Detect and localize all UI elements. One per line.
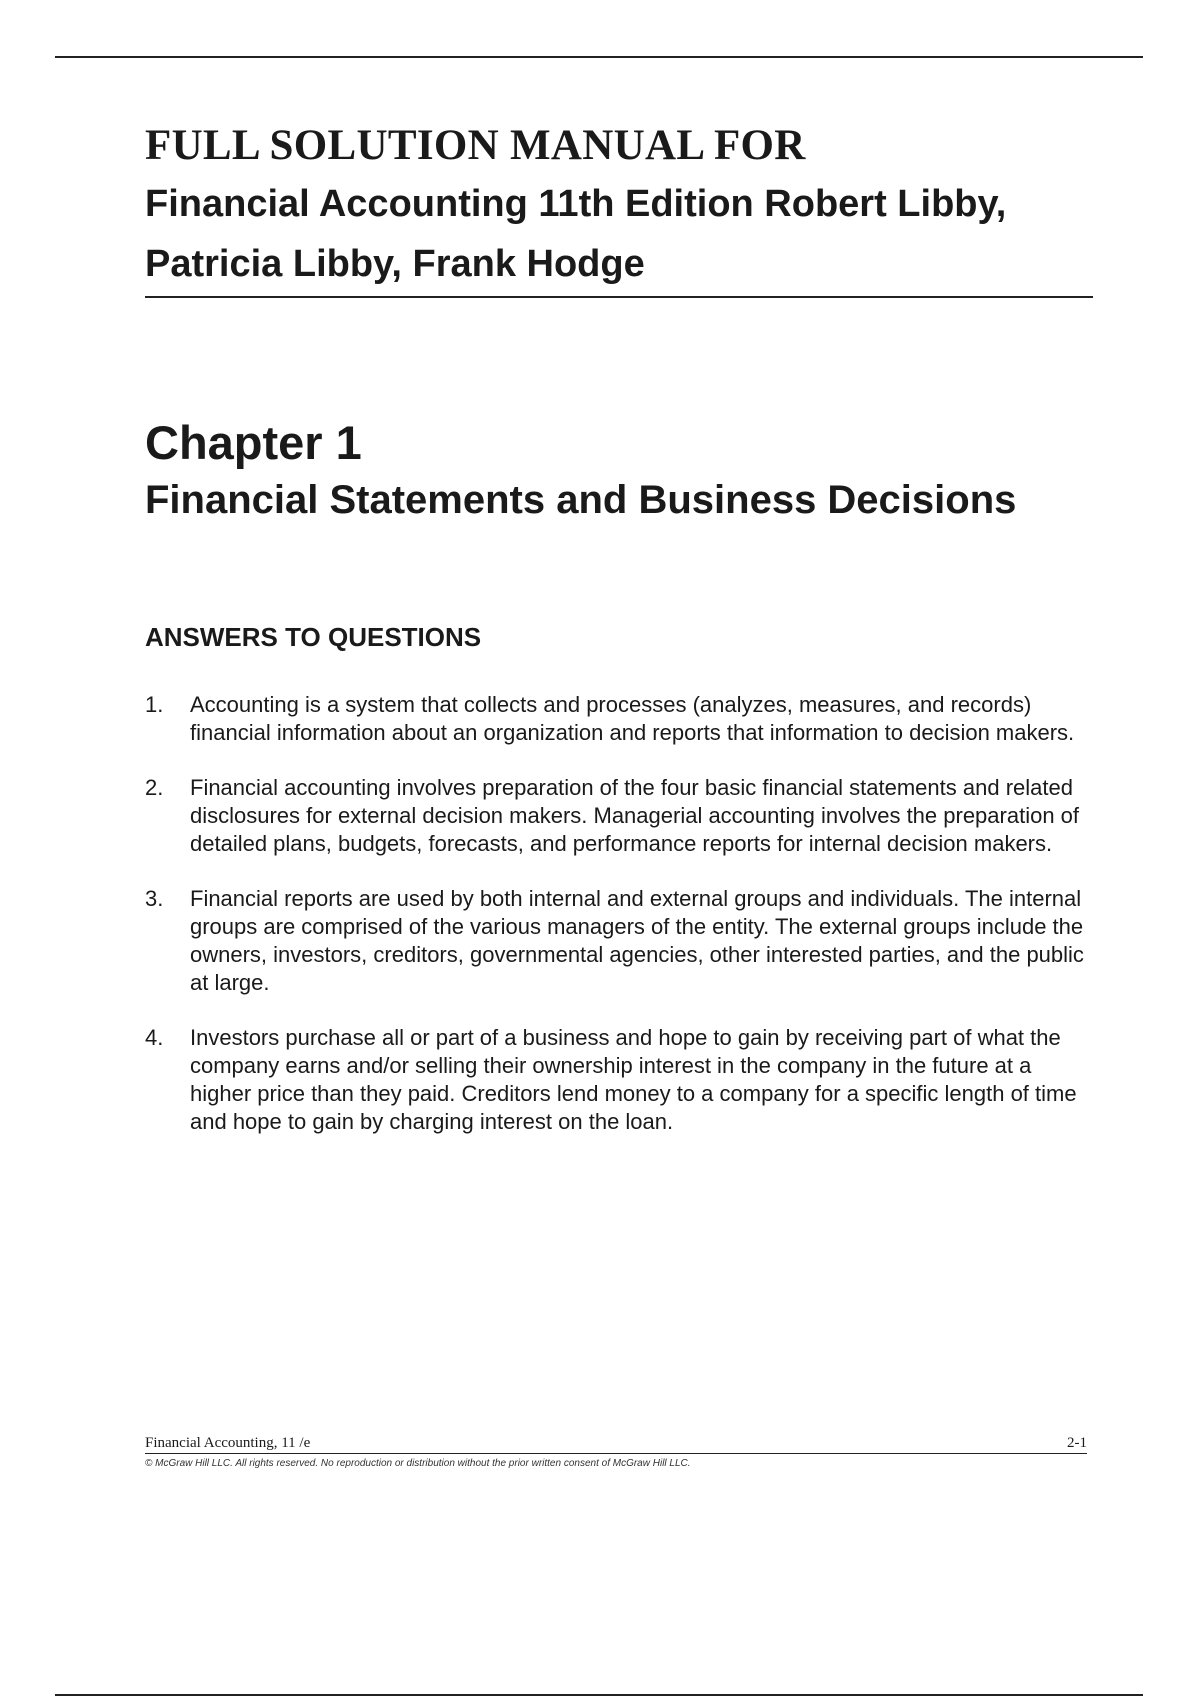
answer-number: 1.: [145, 692, 164, 717]
chapter-block: [145, 414, 1093, 528]
solution-manual-title: FULL SOLUTION MANUAL FOR: [145, 122, 806, 169]
answer-text: Financial accounting involves preparation of the four basic financial statements and related disclosures for external decision makers. Managerial accounting involves the preparation of detailed plans, budgets, forecasts, and performance reports for internal decision makers.: [190, 775, 1080, 856]
answer-item: [145, 691, 1090, 747]
footer-book-label: Financial Accounting, 11 /e: [145, 1435, 311, 1451]
answer-number: 2.: [145, 775, 164, 800]
footer-page-number: 2-1: [1067, 1435, 1087, 1451]
answer-item: [145, 774, 1090, 858]
page-footer: [145, 1434, 1087, 1472]
chapter-title: Financial Statements and Business Decisions: [145, 478, 1017, 522]
answer-number: 3.: [145, 886, 164, 911]
answer-text: Financial reports are used by both internal and external groups and individuals. The internal groups are comprised of the various managers of the entity. The external groups include the owners, investors, creditors, governmental agencies, other interested parties, and the public at large.: [190, 886, 1084, 995]
book-title: [145, 174, 1093, 298]
answer-text: Investors purchase all or part of a business and hope to gain by receiving part of what the company earns and/or selling their ownership interest in the company in the future at a higher price than they paid. Creditors lend money to a company for a specific length of time and hope to gain by charging interest on the loan.: [190, 1025, 1077, 1134]
title-block: [145, 118, 1093, 298]
copyright-notice: © McGraw Hill LLC. All rights reserved. No reproduction or distribution without the prior written consent of McGraw Hill LLC.: [145, 1458, 691, 1469]
book-title-line-1: Financial Accounting 11th Edition Robert Libby,: [145, 183, 1007, 225]
footer-line: [145, 1434, 1087, 1454]
answer-item: [145, 885, 1090, 997]
top-rule: [55, 56, 1143, 58]
answer-text: Accounting is a system that collects and processes (analyzes, measures, and records) financial information about an organization and reports that information to decision makers.: [190, 692, 1075, 745]
book-title-line-2: Patricia Libby, Frank Hodge: [145, 243, 645, 285]
answer-item: [145, 1024, 1090, 1136]
answers-list: [145, 691, 1090, 1163]
chapter-number: Chapter 1: [145, 416, 362, 469]
answer-number: 4.: [145, 1025, 164, 1050]
section-heading: ANSWERS TO QUESTIONS: [145, 622, 482, 652]
bottom-rule: [55, 1694, 1143, 1696]
